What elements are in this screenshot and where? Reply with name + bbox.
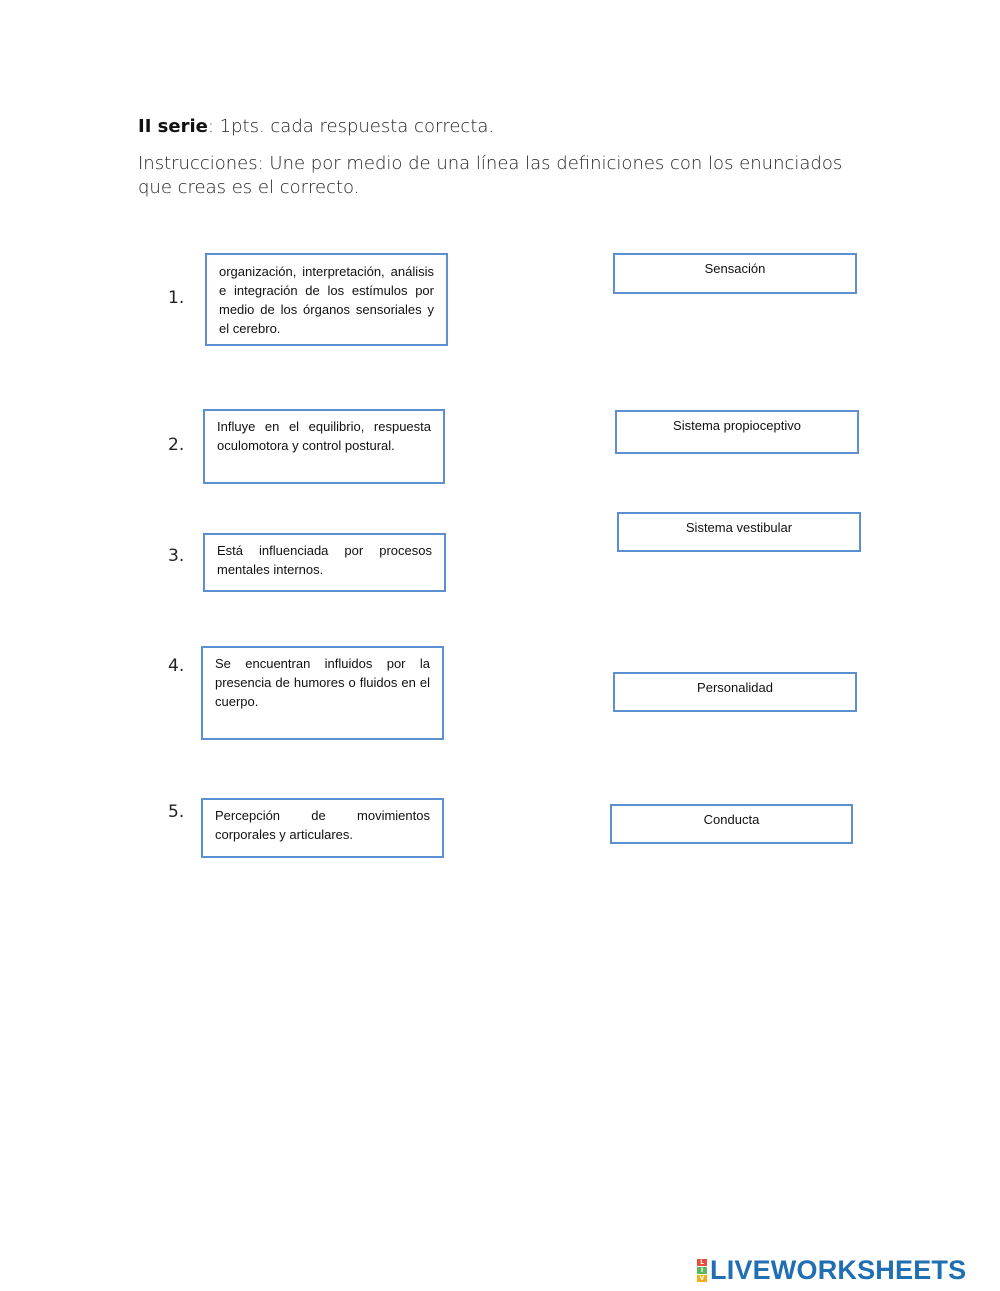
liveworksheets-logo[interactable]: [697, 1255, 966, 1285]
item-number-1: 1.: [168, 288, 185, 308]
definition-box-3[interactable]: Está influenciada por procesos mentales internos.: [203, 533, 446, 592]
logo-letter-v: V: [697, 1275, 707, 1282]
answer-box-sistema-vestibular[interactable]: Sistema vestibular: [617, 512, 861, 552]
item-number-4: 4.: [168, 656, 185, 676]
serie-heading: [138, 116, 494, 137]
item-number-5: 5.: [168, 802, 185, 822]
definition-box-1[interactable]: organización, interpretación, análisis e integración de los estímulos por medio de los órganos sensoriales y el cerebro.: [205, 253, 448, 346]
serie-points: : 1pts. cada respuesta correcta.: [207, 116, 495, 137]
answer-box-conducta[interactable]: Conducta: [610, 804, 853, 844]
answer-box-personalidad[interactable]: Personalidad: [613, 672, 857, 712]
serie-label: II serie: [138, 116, 208, 137]
instructions: Instrucciones: Une por medio de una línea las definiciones con los enunciados que creas es el correcto.: [138, 153, 843, 198]
answer-box-sensacion[interactable]: Sensación: [613, 253, 857, 294]
item-number-3: 3.: [168, 546, 185, 566]
logo-letter-l: L: [697, 1259, 707, 1266]
definition-box-4[interactable]: Se encuentran influidos por la presencia de humores o fluidos en el cuerpo.: [201, 646, 444, 740]
definition-box-5[interactable]: Percepción de movimientos corporales y articulares.: [201, 798, 444, 858]
logo-squares-icon: [697, 1259, 707, 1282]
item-number-2: 2.: [168, 435, 185, 455]
answer-box-sistema-propioceptivo[interactable]: Sistema propioceptivo: [615, 410, 859, 454]
definition-box-2[interactable]: Influye en el equilibrio, respuesta oculomotora y control postural.: [203, 409, 445, 484]
logo-text: LIVEWORKSHEETS: [710, 1254, 967, 1285]
logo-letter-i: I: [697, 1267, 707, 1274]
